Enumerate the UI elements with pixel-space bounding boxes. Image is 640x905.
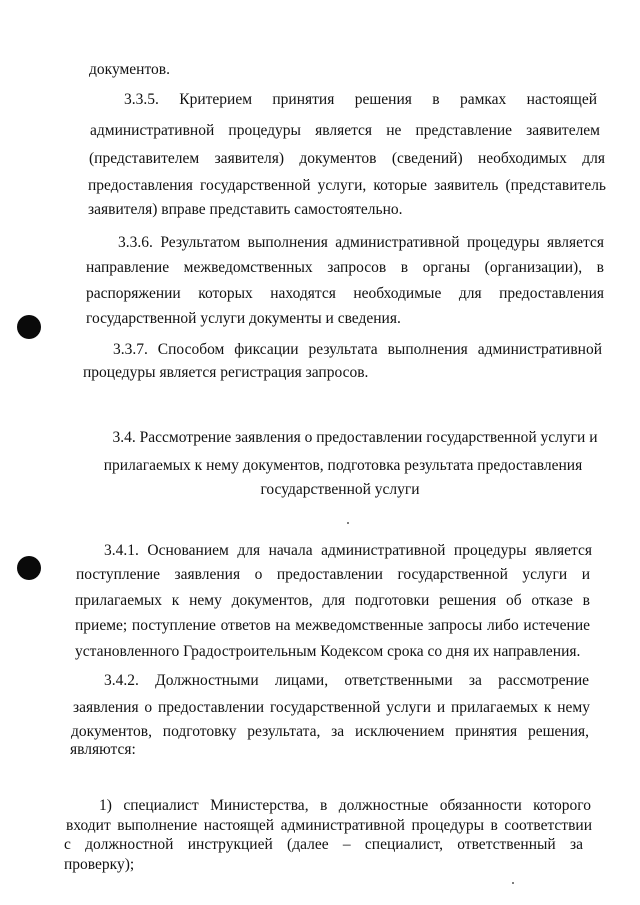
text-line: административной процедуры является не представление заявителем <box>90 122 600 139</box>
text-line: распоряжении которых находятся необходимые для предоставления <box>86 285 604 302</box>
text-line: предоставления государственной услуги, которые заявитель (представитель <box>88 177 606 194</box>
text-line: направление межведомственных запросов в органы (организации), в <box>86 259 604 276</box>
scan-speck <box>512 882 514 884</box>
text-line: процедуры является регистрация запросов. <box>83 364 369 381</box>
text-line: с должностной инструкцией (далее – специалист, ответственный за <box>64 836 583 853</box>
text-line: 3.3.5. Критерием принятия решения в рамках настоящей <box>124 91 597 108</box>
scan-speck <box>347 522 349 524</box>
text-line: приеме; поступление ответов на межведомственные запросы либо истечение <box>75 617 590 634</box>
text-line: входит выполнение настоящей административной процедуры в соответствии <box>66 817 592 834</box>
text-line: документов. <box>89 61 170 78</box>
text-line: являются: <box>70 741 136 758</box>
text-line: документов, подготовку результата, за исключением принятия решения, <box>71 723 589 740</box>
text-line: (представителем заявителя) документов (сведений) необходимых для <box>89 150 605 167</box>
text-line: поступление заявления о предоставлении государственной услуги и <box>76 566 590 583</box>
text-line: заявителя) вправе представить самостоятельно. <box>88 201 403 218</box>
punch-hole-lower <box>17 556 41 580</box>
text-line: 3.3.6. Результатом выполнения административной процедуры является <box>118 234 604 251</box>
text-line: проверку); <box>64 856 135 873</box>
section-heading: 3.4. Рассмотрение заявления о предоставлении государственной услуги и <box>112 429 598 446</box>
section-heading: прилагаемых к нему документов, подготовка результата предоставления <box>103 457 583 474</box>
text-line: 3.4.1. Основанием для начала административной процедуры является <box>104 542 592 559</box>
text-line: установленного Градостроительным Кодексом срока со дня их направления. <box>75 643 581 660</box>
text-line: 1) специалист Министерства, в должностные обязанности которого <box>99 797 591 814</box>
punch-hole-upper <box>17 315 41 339</box>
text-line: заявления о предоставлении государственной услуги и прилагаемых к нему <box>73 699 590 716</box>
text-line: 3.4.2. Должностными лицами, ответственными за рассмотрение <box>104 672 589 689</box>
text-line: государственной услуги документы и сведения. <box>86 310 401 327</box>
text-line: прилагаемых к нему документов, для подготовки решения об отказе в <box>75 592 590 609</box>
section-heading: государственной услуги <box>260 481 420 498</box>
text-line: 3.3.7. Способом фиксации результата выполнения административной <box>113 341 602 358</box>
